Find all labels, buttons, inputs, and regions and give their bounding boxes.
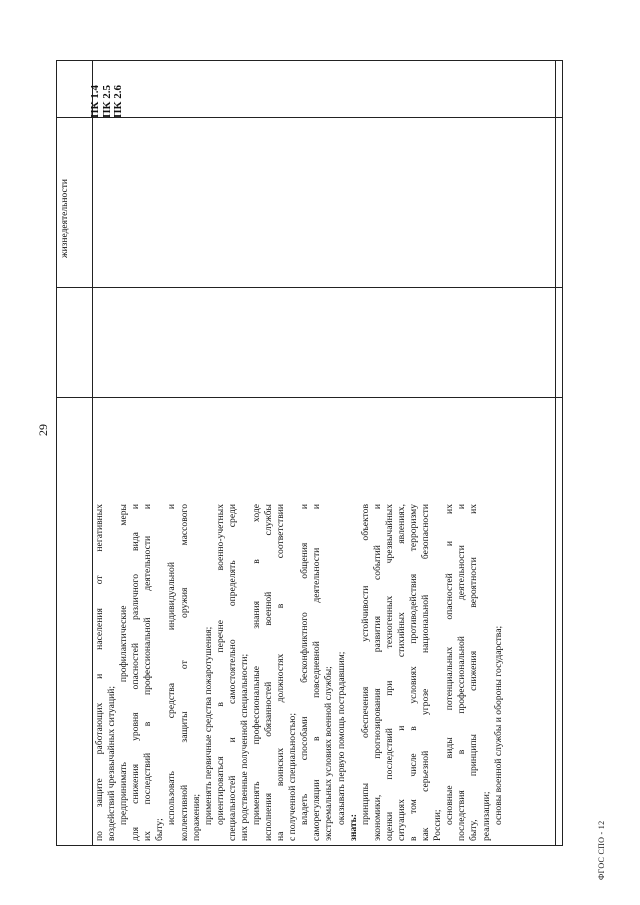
text-line: владеть способами бесконфликтного общения и: [299, 504, 311, 825]
text-line: реализации;: [480, 791, 492, 841]
text-line: на воинских должностях в соответствии: [275, 504, 287, 841]
text-line: ориентироваться в перечне военно-учетных: [214, 504, 226, 825]
text-line: в том числе в условиях противодействия терроризму: [408, 504, 420, 841]
text-line: воздействий чрезвычайных ситуаций;: [106, 685, 118, 841]
text-line: исполнения обязанностей военной службы: [263, 504, 275, 841]
text-line: поражения;: [190, 793, 202, 841]
text-line: быту;: [154, 818, 166, 841]
text-line: предпринимать профилактические меры: [118, 504, 130, 825]
competence-code: ПК 2.5: [100, 84, 113, 118]
text-line: для снижения уровня опасностей различного вида и: [130, 504, 142, 841]
competence-codes-cell: [90, 60, 125, 118]
text-line: них родственные полученной специальности;: [238, 653, 250, 841]
text-line: принципы обеспечения устойчивости объектов: [359, 504, 371, 825]
text-line: экстремальных условиях военной службы;: [323, 666, 335, 841]
text-line: по защите работающих и населения от негативных: [94, 504, 105, 841]
text-line: как серьезной угрозе национальной безопасности: [420, 504, 432, 841]
competence-code: ПК 1.4: [89, 84, 101, 118]
text-line: использовать средства индивидуальной и: [166, 504, 178, 825]
text-line: с полученной специальностью;: [287, 713, 299, 841]
text-line: основы военной службы и обороны государства;: [492, 625, 504, 825]
text-line: оказывать первую помощь пострадавшим;: [335, 651, 347, 825]
skills-knowledge-cell: [93, 500, 556, 845]
discipline-name: жизнедеятельности: [60, 179, 70, 258]
table-row-divider: [56, 287, 563, 288]
text-line: оценки последствий при техногенных чрезвычайных: [383, 504, 395, 841]
competence-code: ПК 2.6: [112, 84, 125, 118]
text-line: специальностей и самостоятельно определять среди: [226, 504, 238, 841]
text-line: применять профессиональные знания в ходе: [251, 504, 263, 825]
text-line: коллективной защиты от оружия массового: [178, 504, 190, 841]
text-line: их последствий в профессиональной деятельности и: [142, 504, 154, 841]
text-line: ситуациях и стихийных явлениях,: [395, 504, 407, 841]
text-line: применять первичные средства пожаротушения;: [202, 626, 214, 825]
table-row-divider: [56, 117, 563, 118]
text-line: быту, принципы снижения вероятности их: [468, 504, 480, 841]
text-line: основные виды потенциальных опасностей и их: [444, 504, 456, 825]
page-number: 29: [36, 424, 50, 436]
table-row-divider: [56, 397, 563, 398]
text-line: России;: [432, 809, 444, 841]
text-line: саморегуляции в повседневной деятельности и: [311, 504, 323, 841]
document-footer: ФГОС СПО - 12: [597, 820, 606, 880]
text-line: экономики, прогнозирования развития событий и: [371, 504, 383, 841]
text-line: знать:: [347, 814, 359, 841]
text-line: последствия в профессиональной деятельности и: [456, 504, 468, 841]
